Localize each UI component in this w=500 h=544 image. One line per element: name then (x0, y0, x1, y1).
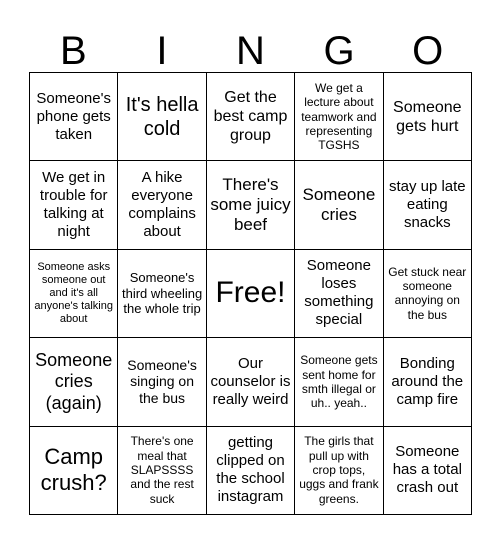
bingo-cell[interactable]: getting clipped on the school instagram (207, 427, 295, 515)
header-letter-g: G (323, 29, 355, 73)
bingo-cell[interactable]: Our counselor is really weird (207, 338, 295, 426)
free-space[interactable]: Free! (207, 250, 295, 338)
bingo-board (29, 72, 472, 515)
bingo-cell[interactable]: Someone's phone gets taken (30, 73, 118, 161)
bingo-cell[interactable]: Camp crush? (30, 427, 118, 515)
bingo-cell[interactable]: Someone gets sent home for smth illegal or uh.. yeah.. (295, 338, 383, 426)
bingo-cell[interactable]: Get the best camp group (207, 73, 295, 161)
header-letter-b: B (59, 29, 87, 73)
bingo-cell[interactable]: It's hella cold (118, 73, 206, 161)
header-letter-n: N (236, 29, 265, 73)
bingo-cell[interactable]: Someone cries (again) (30, 338, 118, 426)
header-letter-i: I (156, 29, 168, 73)
bingo-cell[interactable]: Someone has a total crash out (384, 427, 472, 515)
bingo-cell[interactable]: Get stuck near someone annoying on the bus (384, 250, 472, 338)
bingo-cell[interactable]: The girls that pull up with crop tops, uggs and frank greens. (295, 427, 383, 515)
header-letter-o: O (412, 29, 444, 73)
bingo-cell[interactable]: A hike everyone complains about (118, 161, 206, 249)
bingo-cell[interactable]: Someone loses something special (295, 250, 383, 338)
bingo-cell[interactable]: stay up late eating snacks (384, 161, 472, 249)
bingo-cell[interactable]: Someone gets hurt (384, 73, 472, 161)
bingo-cell[interactable]: Someone asks someone out and it's all anyone's talking about (30, 250, 118, 338)
bingo-cell[interactable]: We get a lecture about teamwork and representing TGSHS (295, 73, 383, 161)
bingo-cell[interactable]: There's one meal that SLAPSSSS and the rest suck (118, 427, 206, 515)
bingo-cell[interactable]: Someone's third wheeling the whole trip (118, 250, 206, 338)
bingo-cell[interactable]: Someone cries (295, 161, 383, 249)
bingo-cell[interactable]: We get in trouble for talking at night (30, 161, 118, 249)
bingo-cell[interactable]: There's some juicy beef (207, 161, 295, 249)
bingo-header (29, 30, 472, 72)
bingo-cell[interactable]: Bonding around the camp fire (384, 338, 472, 426)
bingo-cell[interactable]: Someone's singing on the bus (118, 338, 206, 426)
